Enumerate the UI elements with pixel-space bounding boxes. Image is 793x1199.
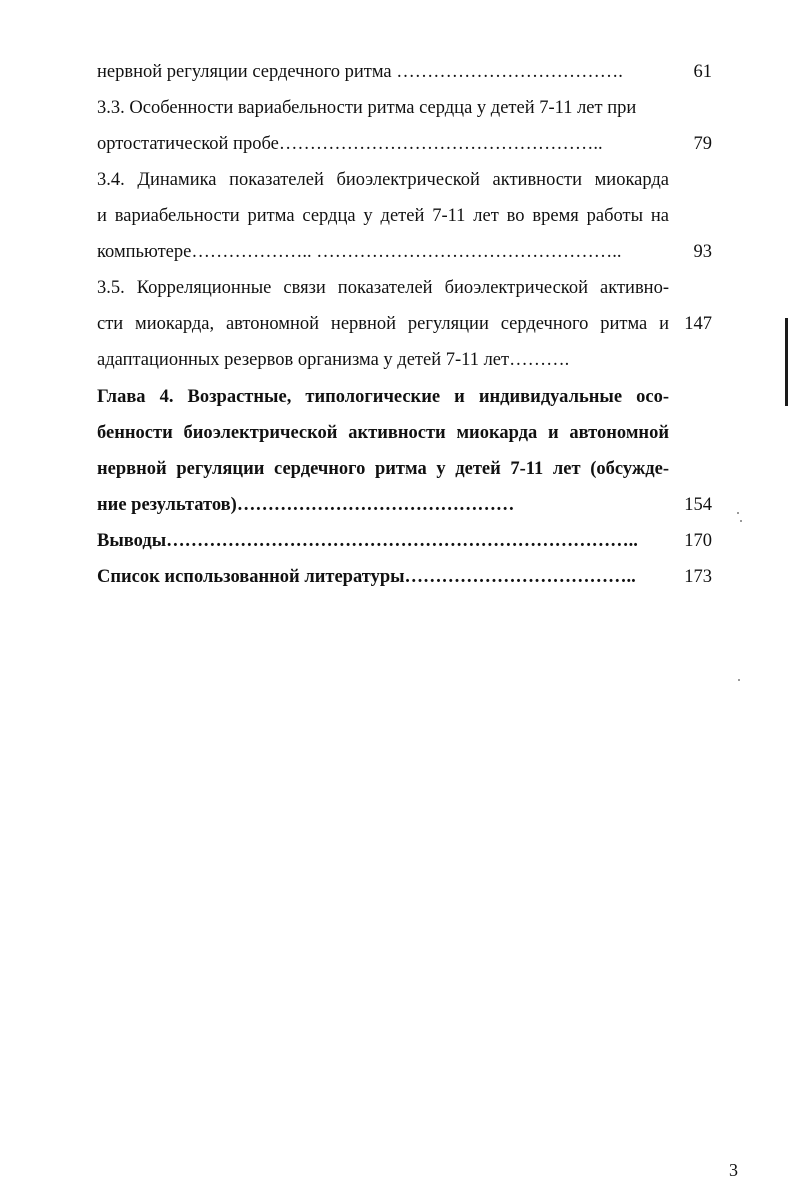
toc-line: 3.3. Особенности вариабельности ритма сердца у детей 7-11 лет при: [97, 98, 637, 118]
toc-page-number: 79: [693, 134, 712, 154]
toc-chapter-line: бенности биоэлектрической активности миокарда и автономной: [97, 423, 669, 443]
toc-page-number: 61: [693, 62, 712, 82]
toc-page-number: 170: [684, 531, 712, 551]
toc-chapter-line: нервной регуляции сердечного ритма у детей 7-11 лет (обсужде-: [97, 459, 669, 479]
toc-line: и вариабельности ритма сердца у детей 7-11 лет во время работы на: [97, 206, 669, 226]
toc-references-line: Список использованной литературы………………………………..: [97, 567, 636, 587]
toc-line: ортостатической пробе……………………………………………..: [97, 134, 603, 154]
toc-chapter-line: Глава 4. Возрастные, типологические и индивидуальные осо-: [97, 387, 669, 407]
toc-page-number: 173: [684, 567, 712, 587]
toc-line: сти миокарда, автономной нервной регуляции сердечного ритма и: [97, 314, 669, 334]
toc-line: 3.4. Динамика показателей биоэлектрической активности миокарда: [97, 170, 669, 190]
toc-line: 3.5. Корреляционные связи показателей биоэлектрической активно-: [97, 278, 669, 298]
page-number: 3: [729, 1160, 738, 1180]
toc-line: нервной регуляции сердечного ритма ……………………………….: [97, 62, 623, 82]
scan-edge-mark: [785, 318, 788, 406]
scan-speck: [737, 512, 739, 514]
scan-speck: [738, 679, 740, 681]
toc-page-number: 93: [693, 242, 712, 262]
toc-chapter-line: ние результатов)………………………………………: [97, 495, 515, 515]
toc-line: компьютере……………….. …………………………………………..: [97, 242, 622, 262]
toc-page-number: 147: [684, 314, 712, 334]
scan-speck: [740, 520, 742, 522]
toc-line: адаптационных резервов организма у детей 7-11 лет……….: [97, 350, 570, 370]
toc-page-number: 154: [684, 495, 712, 515]
toc-conclusions-line: Выводы…………………………………………………………………..: [97, 531, 638, 551]
